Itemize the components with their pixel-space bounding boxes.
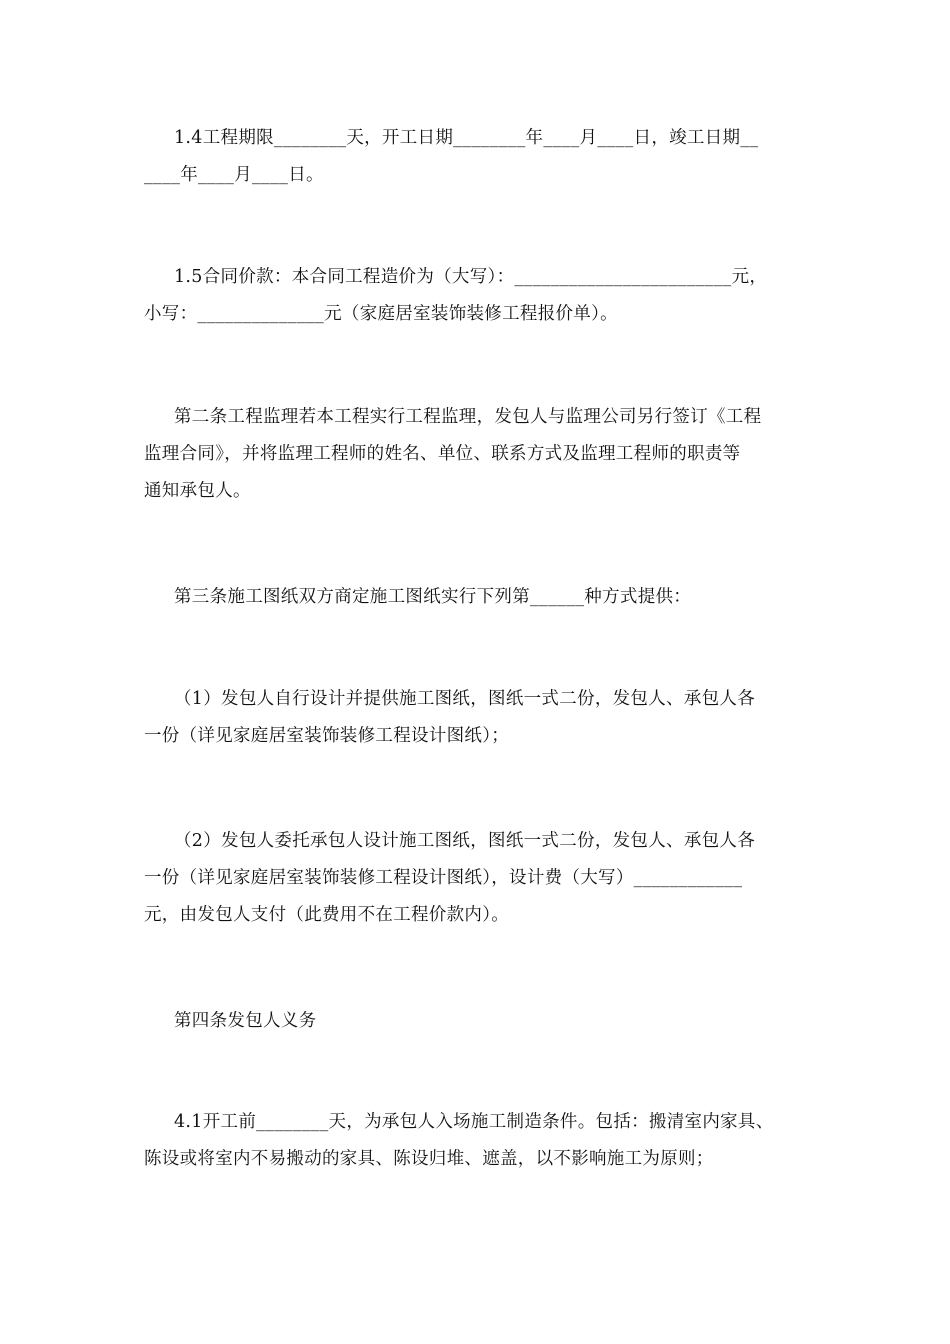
paragraph-line: 第二条工程监理若本工程实行工程监理，发包人与监理公司另行签订《工程 [174, 407, 762, 427]
paragraph-line: 通知承包人。 [144, 481, 251, 501]
paragraph-line: ____年____月____日。 [144, 165, 324, 185]
paragraph-4-1-preparation [144, 1104, 814, 1178]
paragraph-line: 一份（详见家庭居室装饰装修工程设计图纸）； [144, 726, 510, 746]
paragraph-line: 第三条施工图纸双方商定施工图纸实行下列第______种方式提供： [174, 587, 692, 607]
paragraph-line: 陈设或将室内不易搬动的家具、陈设归堆、遮盖，以不影响施工为原则； [144, 1149, 714, 1169]
paragraph-article-2-supervision [144, 399, 814, 510]
paragraph-line: 小写：______________元（家庭居室装饰装修工程报价单）。 [144, 304, 618, 324]
paragraph-article-4-heading [144, 1003, 814, 1040]
paragraph-line: 监理合同》，并将监理工程师的姓名、单位、联系方式及监理工程师的职责等 [144, 444, 741, 464]
paragraph-line: 4.1开工前________天，为承包人入场施工制造条件。包括：搬清室内家具、 [174, 1112, 774, 1132]
paragraph-article-3-drawings [144, 579, 814, 616]
paragraph-option-2 [144, 823, 814, 934]
paragraph-line: 1.4工程期限________天，开工日期________年____月____日，竣工日期__ [174, 128, 759, 148]
paragraph-line: 一份（详见家庭居室装饰装修工程设计图纸），设计费（大写）____________ [144, 868, 743, 888]
paragraph-1-5-price [144, 259, 814, 333]
paragraph-line: （1）发包人自行设计并提供施工图纸，图纸一式二份，发包人、承包人各 [174, 689, 756, 709]
paragraph-line: 1.5合同价款：本合同工程造价为（大写）：________________________元， [174, 267, 768, 287]
paragraph-line: （2）发包人委托承包人设计施工图纸，图纸一式二份，发包人、承包人各 [174, 831, 756, 851]
paragraph-line: 元，由发包人支付（此费用不在工程价款内）。 [144, 905, 510, 925]
paragraph-1-4-duration [144, 120, 814, 194]
paragraph-option-1 [144, 681, 814, 755]
paragraph-line: 第四条发包人义务 [174, 1011, 317, 1031]
